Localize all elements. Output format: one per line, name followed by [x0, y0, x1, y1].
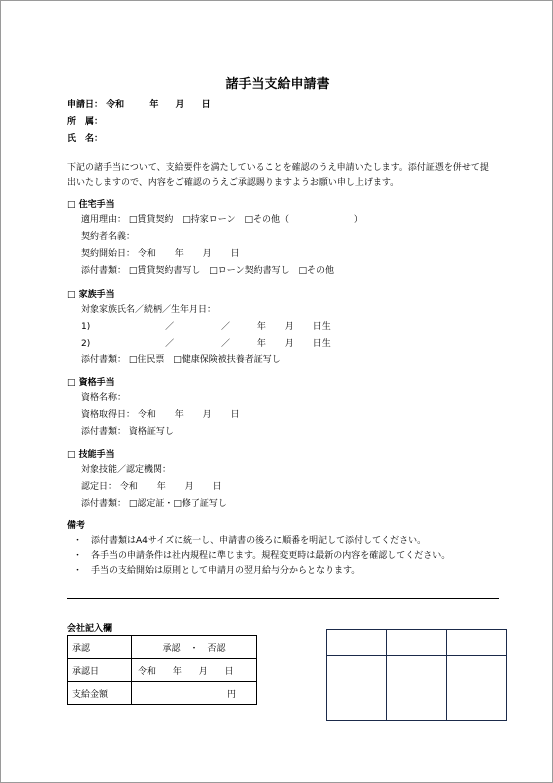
affiliation-label: 所 属：: [67, 117, 104, 127]
housing-start-era: 令和: [137, 249, 156, 259]
skill-date-era: 令和: [119, 482, 138, 492]
family-doc-resident: □住民票: [128, 355, 165, 365]
family-member-1-year: 年: [256, 322, 266, 332]
qualification-date-era: 令和: [137, 410, 156, 420]
housing-doc-lease: □賃貸契約書写し: [128, 266, 201, 276]
section-housing-title: □ 住宅手当: [67, 200, 115, 210]
section-family-title: □ 家族手当: [67, 290, 115, 300]
approval-date-era: 令和: [138, 666, 157, 677]
family-member-2-month: 月: [284, 339, 294, 349]
document-title: 諸手当支給申請書: [225, 77, 330, 92]
stamp-grid: [326, 629, 507, 721]
family-member-1-month: 月: [284, 322, 294, 332]
housing-option-other: □その他（: [244, 215, 289, 225]
skill-target-label: 対象技能／認定機関：: [81, 465, 172, 475]
note-item-1: ・ 添付書類はA4サイズに統一し、申請書の後ろに順番を明記して添付してください。: [73, 536, 427, 546]
skill-docs-label: 添付書類：: [81, 499, 127, 509]
family-members-label: 対象家族氏名／続柄／生年月日：: [81, 305, 217, 315]
housing-start-row: [81, 248, 240, 260]
application-date-era: 令和: [106, 100, 125, 110]
housing-option-other-close: ）: [353, 215, 363, 225]
qualification-docs-row: [81, 426, 174, 438]
family-member-2-slash-2: ／: [221, 339, 231, 349]
approval-date-day: 日: [224, 666, 234, 677]
qualification-date-month: 月: [202, 410, 212, 420]
qualification-name-label: 資格名称：: [81, 393, 127, 403]
family-member-row-2: [81, 338, 331, 350]
family-member-1-slash-2: ／: [221, 322, 231, 332]
stamp-header-cell-3: [447, 630, 507, 656]
housing-option-rental: □賃貸契約: [128, 215, 174, 225]
housing-docs-label: 添付書類：: [81, 266, 127, 276]
skill-date-year: 年: [156, 482, 166, 492]
stamp-header-cell-2: [387, 630, 447, 656]
housing-start-day: 日: [230, 249, 240, 259]
application-date-label: 申請日：: [67, 100, 104, 110]
divider: [67, 598, 499, 599]
approval-date-value-cell: [132, 659, 257, 682]
family-member-2-year: 年: [256, 339, 266, 349]
skill-date-day: 日: [212, 482, 222, 492]
housing-docs-row: [81, 265, 334, 277]
stamp-header-cell-1: [327, 630, 387, 656]
table-row: [68, 682, 257, 705]
qualification-date-day: 日: [230, 410, 240, 420]
stamp-cell-3: [447, 656, 507, 721]
notes-title: 備考: [67, 521, 86, 531]
housing-start-year: 年: [174, 249, 184, 259]
housing-doc-other: □その他: [298, 266, 334, 276]
stamp-cell-2: [387, 656, 447, 721]
housing-start-label: 契約開始日：: [81, 249, 136, 259]
amount-value-cell: 円: [132, 682, 257, 705]
application-date-year: 年: [149, 100, 159, 110]
skill-date-label: 認定日：: [81, 482, 118, 492]
name-label: 氏 名：: [67, 134, 104, 144]
housing-option-loan: □持家ローン: [182, 215, 236, 225]
application-date-row: [67, 99, 211, 111]
table-row: [327, 630, 507, 656]
section-qualification-title: □ 資格手当: [67, 378, 115, 388]
intro-paragraph: 下記の諸手当について、支給要件を満たしていることを確認のうえ申請いたします。添付証憑を併せて提出いたしますので、内容をご確認のうえご承認賜りますようお願い申し上げます。: [67, 163, 489, 188]
application-date-month: 月: [175, 100, 185, 110]
qualification-date-label: 資格取得日：: [81, 410, 136, 420]
approval-label-cell: 承認: [68, 636, 132, 659]
stamp-cell-1: [327, 656, 387, 721]
company-table: [67, 635, 257, 705]
family-member-2-index: 2): [81, 339, 91, 349]
approval-date-month: 月: [198, 666, 208, 677]
qualification-doc: 資格証写し: [128, 427, 174, 437]
company-section-title: 会社記入欄: [67, 624, 113, 634]
family-member-1-birth: 日生: [312, 322, 331, 332]
section-skill-title: □ 技能手当: [67, 450, 115, 460]
family-member-2-slash-1: ／: [165, 339, 175, 349]
table-row: [68, 659, 257, 682]
qualification-date-row: [81, 409, 240, 421]
skill-docs-row: [81, 498, 227, 510]
note-item-3: ・ 手当の支給開始は原則として申請月の翌月給与分からとなります。: [73, 566, 361, 576]
family-member-row-1: [81, 321, 331, 333]
skill-date-row: [81, 481, 222, 493]
family-doc-insurance: □健康保険被扶養者証写し: [173, 355, 281, 365]
note-item-2: ・ 各手当の申請条件は社内規程に準じます。規程変更時は最新の内容を確認してください。: [73, 551, 451, 561]
approval-value-cell: 承認 ・ 否認: [132, 636, 257, 659]
qualification-docs-label: 添付書類：: [81, 427, 127, 437]
skill-doc: □認定証・□修了証写し: [128, 499, 227, 509]
approval-date-label-cell: 承認日: [68, 659, 132, 682]
housing-doc-loan: □ローン契約書写し: [209, 266, 290, 276]
housing-reason-row: [81, 214, 363, 226]
amount-label-cell: 支給金額: [68, 682, 132, 705]
application-date-day: 日: [201, 100, 211, 110]
family-member-1-index: 1): [81, 322, 91, 332]
family-member-1-slash-1: ／: [165, 322, 175, 332]
housing-reason-label: 適用理由：: [81, 215, 127, 225]
skill-date-month: 月: [184, 482, 194, 492]
table-row: [327, 656, 507, 721]
approval-date-year: 年: [172, 666, 182, 677]
table-row: [68, 636, 257, 659]
housing-contractor-label: 契約者名義：: [81, 232, 136, 242]
family-member-2-birth: 日生: [312, 339, 331, 349]
housing-start-month: 月: [202, 249, 212, 259]
family-docs-row: [81, 354, 281, 366]
qualification-date-year: 年: [174, 410, 184, 420]
family-docs-label: 添付書類：: [81, 355, 127, 365]
